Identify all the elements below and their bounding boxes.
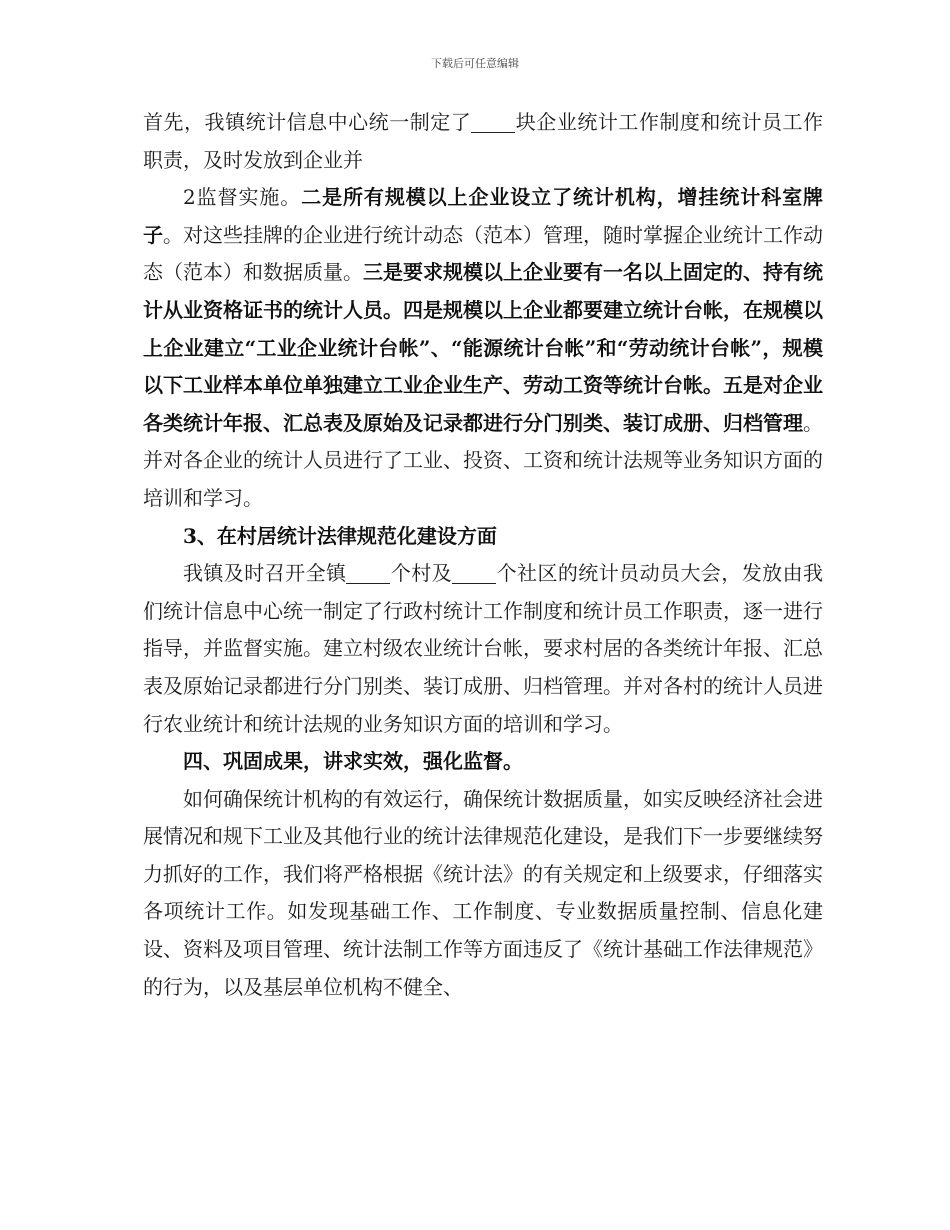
p2-bold-1: 二是所有规模以上企业设立了统计机构，增挂统计科室牌子 xyxy=(143,185,823,247)
p2-text-1: 2监督实施。 xyxy=(183,185,302,210)
paragraph-1 xyxy=(143,104,823,179)
p1-text-b: 块企业统计工作制度和统计员工作职责，及时发放到企业并 xyxy=(143,110,824,172)
p3-text-c: 个社区的统计员动员大会，发放由我们统计信息中心统一制定了行政村统计工作制度和统计员工作职责，逐一进行指导，并监督实施。建立村级农业统计台帐，要求村居的各类统计年报、汇总表及原始记录都进行分门别类、装订成册、归档管理。并对各村的统计人员进行农业统计和统计法规的业务知识方面的培训和学习。 xyxy=(143,561,824,736)
paragraph-2 xyxy=(143,179,823,517)
p3-text-b: 个村及 xyxy=(390,561,453,586)
p2-text-3: 。并对各企业的统计人员进行了工业、投资、工资和统计法规等业务知识方面的培训和学习。 xyxy=(143,410,823,510)
section-heading-3: 3、在村居统计法律规范化建设方面 xyxy=(183,523,497,548)
page-header: 下载后可任意编辑 xyxy=(431,57,519,70)
section-heading-4: 四、巩固成果，讲求实效，强化监督。 xyxy=(183,749,523,774)
paragraph-3 xyxy=(143,555,823,743)
p2-text-2: 。对这些挂牌的企业进行统计动态（范本）管理，随时掌握企业统计工作动态（范本）和数据质量。 xyxy=(143,222,823,285)
document-body xyxy=(143,104,823,1006)
fill-blank xyxy=(452,561,496,584)
fill-blank xyxy=(471,110,515,133)
p3-text-a: 我镇及时召开全镇 xyxy=(183,561,347,586)
p2-bold-2: 三是要求规模以上企业要有一名以上固定的、持有统计从业资格证书的统计人员。四是规模以上企业都要建立统计台帐，在规模以上企业建立“工业企业统计台帐”、“能源统计台帐”和“劳动统计台帐”，规模以下工业样本单位单独建立工业企业生产、劳动工资等统计台帐。五是对企业各类统计年报、汇总表及原始及记录都进行分门别类、装订成册、归档管理 xyxy=(143,260,823,435)
paragraph-4: 如何确保统计机构的有效运行，确保统计数据质量，如实反映经济社会进展情况和规下工业及其他行业的统计法律规范化建设，是我们下一步要继续努力抓好的工作，我们将严格根据《统计法》的有关规定和上级要求，仔细落实各项统计工作。如发现基础工作、工作制度、专业数据质量控制、信息化建设、资料及项目管理、统计法制工作等方面违反了《统计基础工作法律规范》的行为，以及基层单位机构不健全、 xyxy=(143,786,823,999)
p1-text-a: 首先，我镇统计信息中心统一制定了 xyxy=(143,110,472,134)
fill-blank xyxy=(346,561,390,584)
